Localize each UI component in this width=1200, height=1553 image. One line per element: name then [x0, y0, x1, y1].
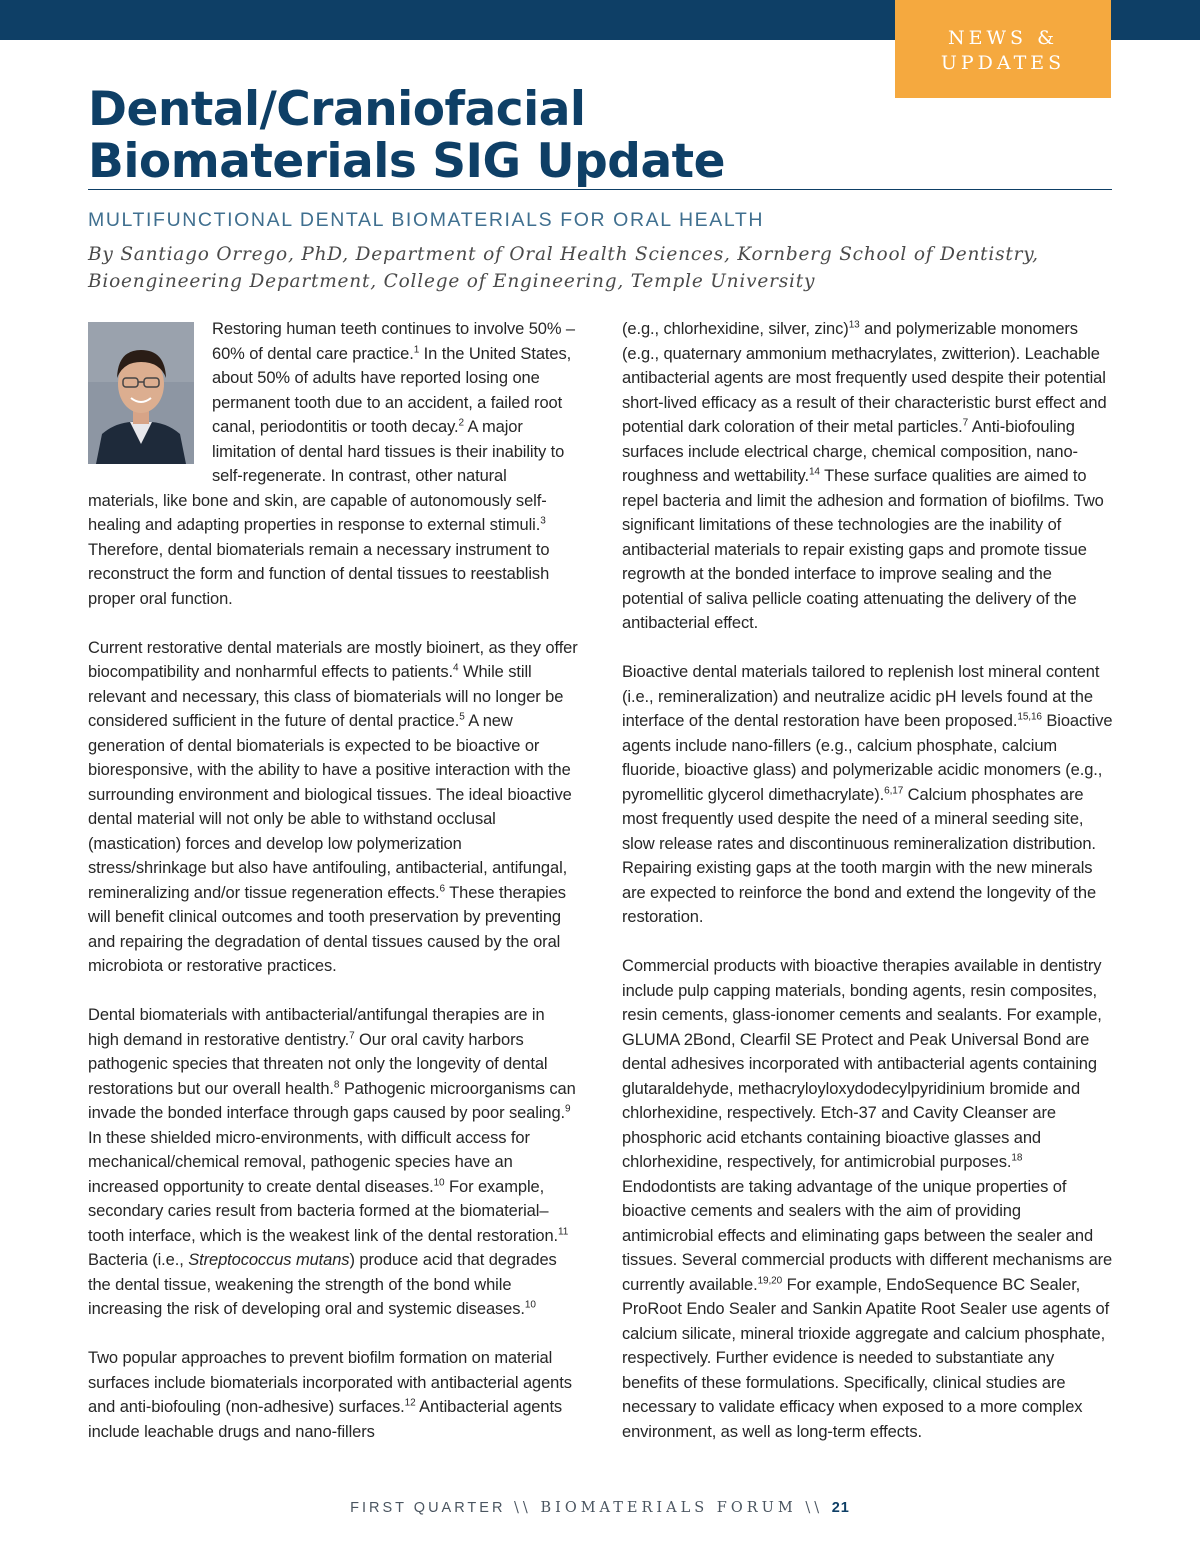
page-title — [88, 84, 1088, 188]
right-paragraph-3: Commercial products with bioactive therapies available in dentistry include pulp capping materials, bonding agents, resin composites, resin cements, glass-ionomer cements and sealants. For example, GLUMA 2Bond, Clearfil SE Protect and Peak Universal Bond are dental adhesives incorporated with antibacterial agents containing glutaraldehyde, methacryloyloxydodecylpyridinium bromide and chlorhexidine, respectively. Etch-37 and Cavity Cleanser are phosphoric acid etchants containing bioactive glasses and chlorhexidine, respectively, for antimicrobial purposes.$^{18}$ Endodontists are taking advantage of the unique properties of bioactive cements and sealers with the aim of providing antimicrobial effects and eliminating gaps between the sealer and tissues. Several commercial products with different mechanisms are currently available.$^{19,20}$ For example, EndoSequence BC Sealer, ProRoot Endo Sealer and Sankin Apatite Root Sealer use agents of calcium silicate, mineral trioxide aggregate and calcium phosphate, respectively. Further evidence is needed to substantiate any benefits of these formulations. Specifically, clinical studies are necessary to validate efficacy when exposed to a more complex environment, as well as long-term effects. — [622, 957, 1113, 1441]
left-paragraph-1: Restoring human teeth continues to involve 50% – 60% of dental care practice.$^1$ In the United States, about 50% of adults have reported losing one permanent tooth due to an accident, a failed root canal, periodontitis or tooth decay.$^2$ A major limitation of dental hard tissues is their inability to self-regenerate. In contrast, other natural materials, like bone and skin, are capable of autonomously self-healing and adapting properties in response to external stimuli.$^3$ Therefore, dental biomaterials remain a necessary instrument to reconstruct the form and function of dental tissues to reestablish proper oral function. — [88, 320, 576, 608]
title-line-2: Biomaterials SIG Update — [88, 134, 725, 189]
left-paragraph-3: Dental biomaterials with antibacterial/antifungal therapies are in high demand in restorative dentistry.$^7$ Our oral cavity harbors pathogenic species that threaten not only the longevity of dental restorations but our overall health.$^8$ Pathogenic microorganisms can invade the bonded interface through gaps caused by poor sealing.$^9$ In these shielded micro-environments, with difficult access for mechanical/chemical removal, pathogenic species have an increased opportunity to create dental diseases.$^{10}$ For example, secondary caries result from bacteria formed at the biomaterial–tooth interface, which is the weakest link of the dental restoration.$^{11}$ Bacteria (i.e., Streptococcus mutans) produce acid that degrades the dental tissue, weakening the strength of the bond while increasing the risk of developing oral and systemic diseases.$^{10}$ — [88, 1006, 576, 1318]
title-divider — [88, 189, 1112, 190]
article-subtitle: MULTIFUNCTIONAL DENTAL BIOMATERIALS FOR ORAL HEALTH — [88, 209, 765, 231]
right-column — [622, 317, 1114, 1469]
byline-line-2: Bioengineering Department, College of Engineering, Temple University — [88, 271, 816, 292]
footer-quarter: FIRST QUARTER — [350, 1500, 506, 1516]
author-portrait — [88, 322, 194, 464]
title-line-1: Dental/Craniofacial — [88, 82, 586, 137]
tab-line-1: NEWS & — [948, 27, 1058, 49]
page-number: 21 — [831, 1500, 850, 1516]
tab-line-2: UPDATES — [940, 52, 1066, 74]
author-byline — [88, 241, 1118, 295]
right-paragraph-1: (e.g., chlorhexidine, silver, zinc)$^{13}$ and polymerizable monomers (e.g., quaternary ammonium methacrylates, zwitterion). Leachable antibacterial agents are most frequently used despite their potential short-lived efficacy as a result of their characteristic burst effect and potential dark coloration of their metal particles.$^7$ Anti-biofouling surfaces include electrical charge, chemical composition, nano-roughness and wettability.$^{14}$ These surface qualities are aimed to repel bacteria and limit the adhesion and formation of biofilms. Two significant limitations of these technologies are the inability of antibacterial materials to repair existing gaps and promote tissue regrowth at the bonded interface to improve sealing and the potential of saliva pellicle coating attenuating the delivery of the antibacterial effect. — [622, 319, 1107, 632]
left-paragraph-2: Current restorative dental materials are mostly bioinert, as they offer biocompatibility and nonharmful effects to patients.$^4$ While still relevant and necessary, this class of biomaterials will no longer be considered sufficient in the future of dental practice.$^5$ A new generation of dental biomaterials is expected to be bioactive or bioresponsive, with the ability to have a positive interaction with the surrounding environment and biological tissues. The ideal bioactive dental material will not only be able to withstand occlusal (mastication) forces and develop low polymerization stress/shrinkage but also have antifouling, antibacterial, antifungal, remineralizing and/or tissue regeneration effects.$^6$ These therapies will benefit clinical outcomes and tooth preservation by preventing and repairing the degradation of dental tissues caused by the oral microbiota or restorative practices. — [88, 638, 578, 975]
footer-separator: \\ — [505, 1500, 541, 1516]
left-column — [88, 317, 578, 1469]
footer-separator: \\ — [796, 1500, 832, 1516]
byline-line-1: By Santiago Orrego, PhD, Department of Oral Health Sciences, Kornberg School of Dentistry, — [88, 244, 1039, 265]
page-footer — [0, 1500, 1200, 1516]
footer-publication: BIOMATERIALS FORUM — [540, 1500, 797, 1516]
left-paragraph-4: Two popular approaches to prevent biofilm formation on material surfaces include biomaterials incorporated with antibacterial agents and anti-biofouling (non-adhesive) surfaces.$^{12}$ Antibacterial agents include leachable drugs and nano-fillers — [88, 1349, 572, 1441]
right-paragraph-2: Bioactive dental materials tailored to replenish lost mineral content (i.e., remineralization) and neutralize acidic pH levels found at the interface of the dental restoration have been proposed.$^{15,16}$ Bioactive agents include nano-fillers (e.g., calcium phosphate, calcium fluoride, bioactive glass) and polymerizable acidic monomers (e.g., pyromellitic glycerol dimethacrylate).$^{6,17}$ Calcium phosphates are most frequently used despite the need of a mineral seeding site, slow release rates and discontinuous remineralization distribution. Repairing existing gaps at the tooth margin with the new minerals are expected to reinforce the bond and extend the longevity of the restoration. — [622, 663, 1113, 926]
